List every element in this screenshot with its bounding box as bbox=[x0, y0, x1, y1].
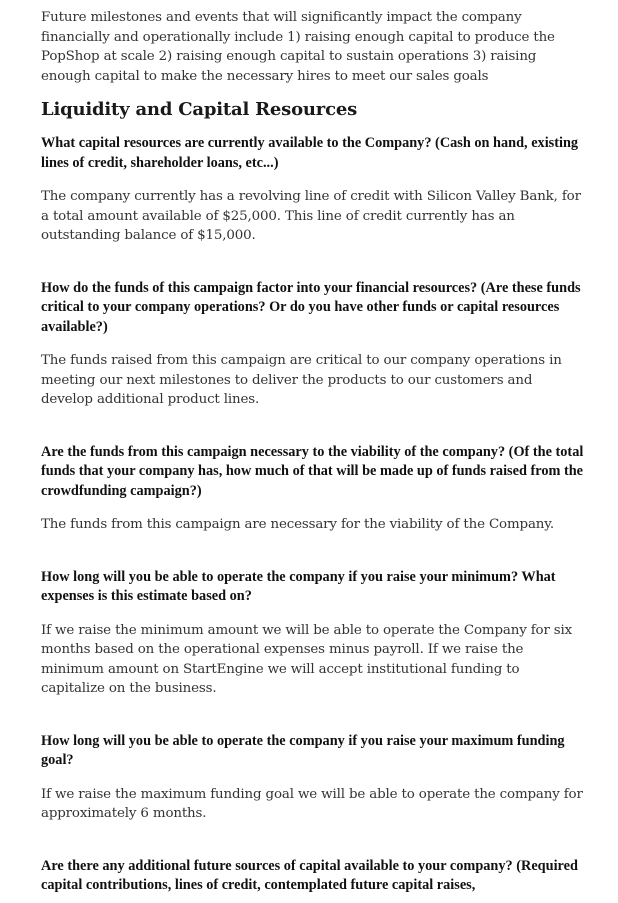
answer-5: If we raise the maximum funding goal we will be able to operate the company for approximately 6 months. bbox=[41, 786, 583, 821]
document-page bbox=[41, 8, 586, 896]
question-2: How do the funds of this campaign factor into your financial resources? (Are these funds critical to your company operations? Or do you have other funds or capital resources available?) bbox=[41, 279, 581, 335]
question-5: How long will you be able to operate the company if you raise your maximum funding goal? bbox=[41, 732, 565, 768]
section-heading: Liquidity and Capital Resources bbox=[41, 99, 358, 120]
question-4: How long will you be able to operate the company if you raise your minimum? What expenses is this estimate based on? bbox=[41, 568, 556, 604]
answer-4: If we raise the minimum amount we will be able to operate the Company for six months based on the operational expenses minus payroll. If we raise the minimum amount on StartEngine we will accept institutional funding to capitalize on the business. bbox=[41, 622, 573, 696]
question-3: Are the funds from this campaign necessary to the viability of the company? (Of the total funds that your company has, how much of that will be made up of funds raised from the crowdfunding campaign?) bbox=[41, 443, 584, 499]
answer-3: The funds from this campaign are necessary for the viability of the Company. bbox=[41, 517, 554, 532]
question-6: Are there any additional future sources of capital available to your company? (Required capital contributions, lines of credit, contemplated future capital raises, bbox=[41, 857, 578, 893]
question-1: What capital resources are currently available to the Company? (Cash on hand, existing lines of credit, shareholder loans, etc...) bbox=[41, 135, 579, 171]
answer-1: The company currently has a revolving line of credit with Silicon Valley Bank, for a total amount available of $25,000. This line of credit currently has an outstanding balance of $15,000. bbox=[41, 189, 581, 243]
answer-2: The funds raised from this campaign are critical to our company operations in meeting our next milestones to deliver the products to our customers and develop additional product lines. bbox=[41, 353, 562, 407]
intro-paragraph: Future milestones and events that will significantly impact the company financially and operationally include 1) raising enough capital to produce the PopShop at scale 2) raising enough capital to sustain operations 3) raising enough capital to make the necessary hires to meet our sales goals bbox=[41, 10, 555, 84]
